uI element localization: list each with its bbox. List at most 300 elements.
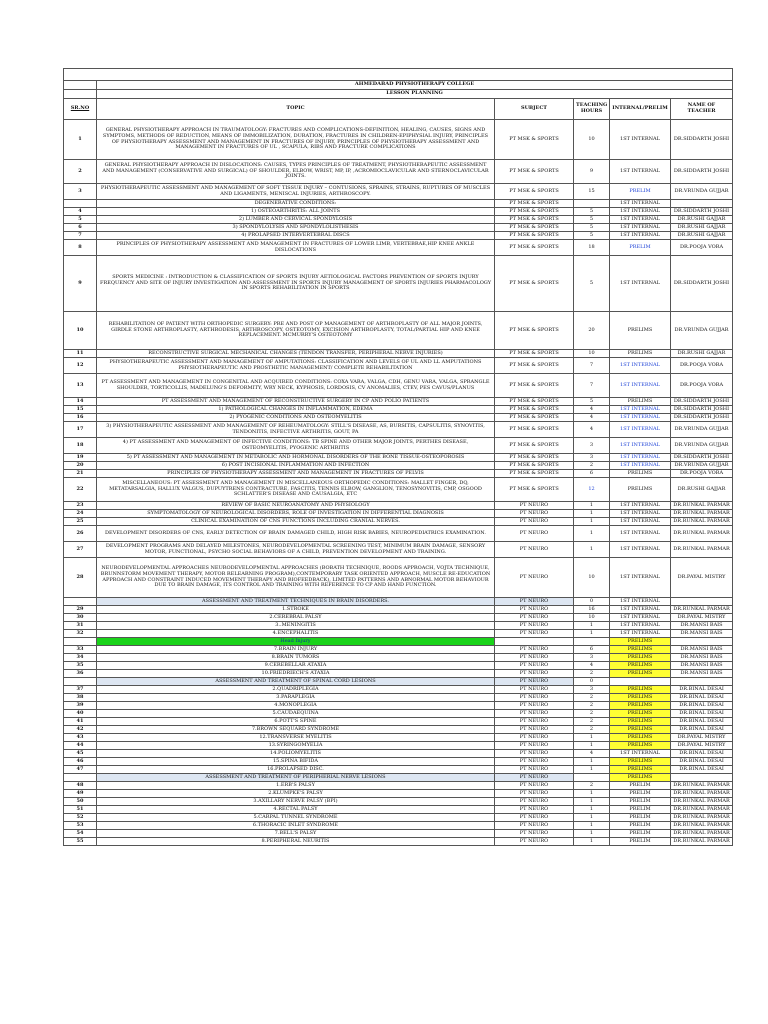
sr-text: 35 [76, 661, 84, 668]
topic-text: 5) PT ASSESSMENT AND MANAGEMENT IN METABOLIC AND HORMONAL DISORDERS OF THE BONE TISSUE-OSTEOPOROSIS [126, 453, 465, 460]
exam-text: 1ST INTERNAL [620, 461, 660, 468]
teacher-cell [671, 782, 733, 790]
topic-cell [97, 240, 495, 256]
sr-cell [64, 184, 97, 200]
topic-cell [97, 654, 495, 662]
subject-cell [495, 822, 574, 830]
exam-cell [610, 232, 671, 240]
topic-text: 2.QUADRIPLEGIA [272, 685, 319, 692]
topic-cell [97, 470, 495, 478]
hours-text: 20 [588, 326, 595, 333]
sr-text: 28 [76, 573, 84, 580]
exam-cell [610, 646, 671, 654]
sr-text: 13 [76, 381, 84, 388]
teacher-text: DR.MANSI BAIS [680, 661, 723, 668]
exam-text: 1ST INTERNAL [620, 381, 660, 388]
topic-text: 7.BRAIN INJURY [273, 645, 318, 652]
topic-text: 7.BROWN SEQUARD SYNDROME [251, 725, 340, 732]
exam-cell [610, 638, 671, 646]
hours-text: 1 [589, 821, 594, 828]
exam-cell [610, 686, 671, 694]
exam-text: 1ST INTERNAL [620, 501, 660, 508]
sr-cell [64, 216, 97, 224]
col-header-exam: INTERNAL/PRELIM [610, 99, 671, 120]
exam-text: PRELIMS [627, 693, 653, 700]
exam-cell [610, 598, 671, 606]
topic-text: 16.PROLAPSED DISC. [267, 765, 324, 772]
lesson-row [64, 470, 733, 478]
topic-cell [97, 662, 495, 670]
lesson-row [64, 406, 733, 414]
lesson-row [64, 734, 733, 742]
subject-text: PT MSK & SPORTS [509, 326, 559, 333]
subject-text: PT NEURO [519, 813, 549, 820]
col-header-topic: TOPIC [97, 99, 495, 120]
topic-cell [97, 312, 495, 350]
exam-cell [610, 422, 671, 438]
teacher-text: DR.VRUNDA GUJJAR [674, 461, 729, 468]
teacher-cell [671, 502, 733, 510]
teacher-cell [671, 830, 733, 838]
exam-cell [610, 454, 671, 462]
exam-text: PRELIM [629, 821, 651, 828]
lesson-row [64, 224, 733, 232]
lesson-row [64, 622, 733, 630]
exam-text: PRELIM [629, 837, 651, 844]
exam-cell [610, 216, 671, 224]
sr-cell [64, 526, 97, 542]
column-header-row [64, 99, 733, 120]
lesson-row [64, 766, 733, 774]
subject-cell [495, 654, 574, 662]
hours-cell [574, 462, 610, 470]
teacher-text: DR.POOJA VORA [679, 469, 724, 476]
hours-cell [574, 718, 610, 726]
topic-cell [97, 510, 495, 518]
exam-text: 1ST INTERNAL [620, 279, 660, 286]
subject-text: PT NEURO [519, 545, 549, 552]
teacher-text: DR.PAYAL MISTRY [677, 613, 726, 620]
sr-text: 25 [76, 517, 84, 524]
exam-text: PRELIMS [627, 701, 653, 708]
teacher-cell [671, 822, 733, 830]
topic-text: 6.POTT'S SPINE [274, 717, 317, 724]
lesson-row [64, 454, 733, 462]
hours-cell [574, 670, 610, 678]
teacher-cell [671, 216, 733, 224]
subject-text: PT MSK & SPORTS [509, 405, 559, 412]
teacher-text: DR.RUSHI GAJJAR [677, 485, 726, 492]
exam-cell [610, 750, 671, 758]
exam-text: 1ST INTERNAL [620, 207, 660, 214]
sr-text: 38 [76, 693, 84, 700]
subject-text: PT NEURO [519, 773, 549, 780]
exam-text: PRELIMS [627, 685, 653, 692]
sr-text: 11 [76, 349, 84, 356]
hours-text: 1 [589, 741, 594, 748]
hours-text: 1 [589, 629, 594, 636]
hours-cell [574, 622, 610, 630]
topic-cell [97, 670, 495, 678]
subject-cell [495, 160, 574, 184]
hours-text: 4 [589, 661, 594, 668]
teacher-text: DR.SIDDARTH JOSHI [673, 135, 730, 142]
exam-text: 1ST INTERNAL [620, 441, 660, 448]
subject-text: PT NEURO [519, 629, 549, 636]
teacher-cell [671, 374, 733, 398]
topic-cell [97, 232, 495, 240]
topic-cell [97, 542, 495, 558]
hours-cell [574, 702, 610, 710]
lesson-row [64, 256, 733, 312]
hours-cell [574, 798, 610, 806]
hours-text: 5 [589, 397, 594, 404]
lesson-row [64, 510, 733, 518]
sr-text: 21 [76, 469, 84, 476]
hours-cell [574, 638, 610, 646]
lesson-row [64, 184, 733, 200]
teacher-cell [671, 806, 733, 814]
exam-cell [610, 678, 671, 686]
sr-cell [64, 710, 97, 718]
exam-text: PRELIMS [627, 637, 653, 644]
subject-cell [495, 422, 574, 438]
exam-text: 1ST INTERNAL [620, 749, 660, 756]
hours-text: 2 [589, 709, 594, 716]
exam-cell [610, 662, 671, 670]
sr-cell [64, 232, 97, 240]
exam-text: PRELIMS [627, 661, 653, 668]
exam-cell [610, 758, 671, 766]
topic-text: PRINCIPLES OF PHYSIOTHERAPY ASSESSMENT AND MANAGEMENT IN FRACTURES OF PELVIS [167, 469, 424, 476]
sr-text: 24 [76, 509, 84, 516]
hours-cell [574, 742, 610, 750]
exam-text: PRELIMS [627, 773, 653, 780]
topic-cell [97, 726, 495, 734]
hours-text: 7 [589, 361, 594, 368]
subject-cell [495, 678, 574, 686]
hours-cell [574, 606, 610, 614]
teacher-text: DR.RUSHI GAJJAR [677, 349, 726, 356]
lesson-row [64, 374, 733, 398]
sr-cell [64, 414, 97, 422]
col-header-hours: TEACHING HOURS [574, 99, 610, 120]
teacher-text: DR.VRUNDA GUJJAR [674, 187, 729, 194]
hours-cell [574, 814, 610, 822]
topic-text: Head Injury [280, 637, 311, 644]
subject-text: PT NEURO [519, 669, 549, 676]
sr-cell [64, 798, 97, 806]
subject-text: PT NEURO [519, 765, 549, 772]
subject-text: PT NEURO [519, 733, 549, 740]
teacher-text: DR.RUNKAL PARMAR [673, 501, 730, 508]
exam-text: 1ST INTERNAL [620, 629, 660, 636]
topic-cell [97, 750, 495, 758]
hours-cell [574, 782, 610, 790]
sr-cell [64, 694, 97, 702]
hours-text: 5 [589, 223, 594, 230]
hours-text: 2 [589, 781, 594, 788]
hours-text: 6 [589, 469, 594, 476]
subject-cell [495, 502, 574, 510]
exam-text: 1ST INTERNAL [620, 613, 660, 620]
hours-text: 1 [589, 757, 594, 764]
subject-cell [495, 350, 574, 358]
topic-cell [97, 806, 495, 814]
exam-cell [610, 606, 671, 614]
sr-cell [64, 814, 97, 822]
hours-cell [574, 694, 610, 702]
topic-text: ASSESSMENT AND TREATMENT OF SPINAL CORD LESIONS [215, 677, 376, 684]
topic-cell [97, 678, 495, 686]
hours-cell [574, 838, 610, 846]
subject-cell [495, 838, 574, 846]
topic-text: PRINCIPLES OF PHYSIOTHERAPY ASSESSMENT AND MANAGEMENT IN FRACTURES OF LOWER LIMB, VERTEBRAE,HIP KNEE ANKLE DISLOCATIONS [116, 240, 475, 253]
sr-cell [64, 686, 97, 694]
hours-text: 4 [589, 413, 594, 420]
hours-cell [574, 654, 610, 662]
hours-cell [574, 830, 610, 838]
sr-cell [64, 766, 97, 774]
exam-text: 1ST INTERNAL [620, 453, 660, 460]
topic-cell [97, 718, 495, 726]
teacher-cell [671, 710, 733, 718]
hours-cell [574, 358, 610, 374]
topic-text: 5.CAUDAEQUINA [272, 709, 319, 716]
topic-text: 4.ENCEPHALITIS [272, 629, 319, 636]
exam-cell [610, 710, 671, 718]
subject-cell [495, 750, 574, 758]
subject-cell [495, 216, 574, 224]
hours-text: 5 [589, 207, 594, 214]
hours-text: 1 [589, 501, 594, 508]
hours-cell [574, 526, 610, 542]
hours-cell [574, 790, 610, 798]
lesson-row [64, 160, 733, 184]
topic-cell [97, 814, 495, 822]
topic-text: GENERAL PHYSIOTHERAPY APPROACH IN DISLOCATIONS: CAUSES, TYPES PRINCIPLES OF TREATMENT, PHYSIOTHERAPEUTIC ASSESSMENT AND MANAGEMENT (CONSERVATIVE AND SURGICAL) OF SHOULDER, ELBOW, WRIST, MP, IP, ,ACROMIOCLAVICULAR AND STERNOCLAVICULAR JOINTS. [102, 161, 489, 180]
subject-text: PT MSK & SPORTS [509, 441, 559, 448]
topic-text: 2) PYOGENIC CONDITIONS AND OSTEOMYELITIS [229, 413, 362, 420]
teacher-cell [671, 838, 733, 846]
sr-text: 15 [76, 405, 84, 412]
topic-text: 3) PHYSIOTHERAPEUTIC ASSESSMENT AND MANAGEMENT OF REHEUMATOLOGY: STILL'S DISEASE, AS, BURSITIS, CAPSULITIS, SYNOVITIS, TENDONITIS, INFECTIVE ARTHRITIS, GOUT, PA [106, 422, 485, 435]
topic-text: RECONSTRUCTIVE SURGICAL MECHANICAL CHANGES (TENDON TRANSFER, PERIPHERAL NERVE INJURIES) [148, 349, 443, 356]
topic-text: 7.BELL'S PALSY [274, 829, 317, 836]
exam-text: 1ST INTERNAL [620, 509, 660, 516]
teacher-cell [671, 422, 733, 438]
topic-cell [97, 358, 495, 374]
teacher-text: DR.RUNKAL PARMAR [673, 789, 730, 796]
col-header-sr: SR.NO [64, 99, 97, 120]
subject-text: PT NEURO [519, 597, 549, 604]
subject-cell [495, 814, 574, 822]
exam-cell [610, 790, 671, 798]
teacher-text: DR.BINAL DESAI [679, 717, 724, 724]
hours-cell [574, 470, 610, 478]
topic-text: ASSESSMENT AND TREATMENT OF PERIPHERIAL NERVE LESIONS [205, 773, 386, 780]
hours-text: 1 [589, 517, 594, 524]
teacher-text: DR.BINAL DESAI [679, 765, 724, 772]
hours-cell [574, 422, 610, 438]
hours-text: 3 [589, 441, 594, 448]
subject-text: PT MSK & SPORTS [509, 279, 559, 286]
hours-cell [574, 726, 610, 734]
teacher-cell [671, 478, 733, 502]
subject-text: PT MSK & SPORTS [509, 397, 559, 404]
hours-cell [574, 406, 610, 414]
hours-cell [574, 806, 610, 814]
hours-cell [574, 350, 610, 358]
exam-cell [610, 256, 671, 312]
hours-cell [574, 240, 610, 256]
hours-text: 0 [589, 597, 594, 604]
hours-cell [574, 758, 610, 766]
topic-cell [97, 208, 495, 216]
exam-cell [610, 502, 671, 510]
hours-text: 1 [589, 829, 594, 836]
subject-text: PT MSK & SPORTS [509, 223, 559, 230]
sr-text: 52 [76, 813, 84, 820]
topic-text: CLINICAL EXAMINATION OF CNS FUNCTIONS INCLUDING CRANIAL NERVES. [191, 517, 400, 524]
subject-text: PT NEURO [519, 517, 549, 524]
subject-cell [495, 406, 574, 414]
sr-cell [64, 208, 97, 216]
teacher-cell [671, 614, 733, 622]
subject-cell [495, 670, 574, 678]
hours-cell [574, 120, 610, 160]
sr-cell [64, 838, 97, 846]
topic-text: 5.CARPAL TUNNEL SYNDROME [253, 813, 338, 820]
exam-text: 1ST INTERNAL [620, 425, 660, 432]
exam-cell [610, 558, 671, 598]
exam-cell [610, 478, 671, 502]
subject-cell [495, 806, 574, 814]
sr-cell [64, 462, 97, 470]
topic-cell [97, 822, 495, 830]
sr-cell [64, 718, 97, 726]
sr-cell [64, 734, 97, 742]
exam-cell [610, 694, 671, 702]
hours-text: 12 [588, 485, 595, 492]
subject-cell [495, 766, 574, 774]
topic-text: PHYSIOTHERAPEUTIC ASSESSMENT AND MANAGEMENT OF AMPUTATIONS: CLASSIFICATION AND LEVELS OF UL AND LL AMPUTATIONS PHYSIOTHERAPEUTIC AND PROSTHETIC MANAGEMENT/ COMPLETE REHABILITATION [109, 358, 482, 371]
teacher-text: DR.SIDDARTH JOSHI [673, 405, 730, 412]
subject-cell [495, 558, 574, 598]
sr-cell [64, 256, 97, 312]
teacher-cell [671, 790, 733, 798]
topic-cell [97, 686, 495, 694]
teacher-text: DR.RUNKAL PARMAR [673, 781, 730, 788]
lesson-row [64, 216, 733, 224]
exam-text: 1ST INTERNAL [620, 215, 660, 222]
topic-cell [97, 598, 495, 606]
teacher-text: DR.BINAL DESAI [679, 693, 724, 700]
subject-text: PT MSK & SPORTS [509, 215, 559, 222]
topic-cell [97, 694, 495, 702]
sr-cell [64, 406, 97, 414]
exam-cell [610, 224, 671, 232]
blank-header-row [64, 69, 733, 81]
sr-text: 44 [76, 741, 84, 748]
exam-cell [610, 358, 671, 374]
subject-cell [495, 598, 574, 606]
subject-cell [495, 638, 574, 646]
subject-cell [495, 470, 574, 478]
teacher-cell [671, 774, 733, 782]
exam-text: 1ST INTERNAL [620, 573, 660, 580]
subject-cell [495, 232, 574, 240]
sr-text: 26 [76, 529, 84, 536]
sr-cell [64, 806, 97, 814]
lesson-row [64, 710, 733, 718]
teacher-cell [671, 734, 733, 742]
hours-text: 3 [589, 653, 594, 660]
topic-cell [97, 200, 495, 208]
sr-text: 33 [76, 645, 84, 652]
topic-text: 8.PERIPHERAL NEURITIS [261, 837, 330, 844]
subject-cell [495, 478, 574, 502]
teacher-text: DR.RUNKAL PARMAR [673, 517, 730, 524]
teacher-cell [671, 606, 733, 614]
topic-text: 1) OSTEOARTHRITIS: ALL JOINTS [250, 207, 341, 214]
exam-cell [610, 734, 671, 742]
subject-text: PT NEURO [519, 677, 549, 684]
exam-cell [610, 462, 671, 470]
topic-cell [97, 224, 495, 232]
exam-cell [610, 184, 671, 200]
lesson-row [64, 422, 733, 438]
sr-text: 55 [76, 837, 84, 844]
teacher-text: DR.RUNKAL PARMAR [673, 509, 730, 516]
hours-cell [574, 646, 610, 654]
exam-text: 1ST INTERNAL [620, 605, 660, 612]
subject-text: PT MSK & SPORTS [509, 453, 559, 460]
topic-cell [97, 216, 495, 224]
subject-cell [495, 312, 574, 350]
sr-cell [64, 598, 97, 606]
sr-text: 20 [76, 461, 84, 468]
subject-cell [495, 774, 574, 782]
sr-cell [64, 678, 97, 686]
topic-text: 3..MENINGITIS [275, 621, 316, 628]
teacher-text: DR.PAYAL MISTRY [677, 573, 726, 580]
subject-text: PT NEURO [519, 573, 549, 580]
subject-cell [495, 518, 574, 526]
hours-cell [574, 398, 610, 406]
subject-text: PT NEURO [519, 693, 549, 700]
hours-text: 4 [589, 749, 594, 756]
hours-text: 2 [589, 693, 594, 700]
topic-text: 3.PARAPLEGIA [276, 693, 315, 700]
hours-cell [574, 216, 610, 224]
teacher-cell [671, 814, 733, 822]
subject-text: PT NEURO [519, 645, 549, 652]
lesson-row [64, 654, 733, 662]
subject-text: PT NEURO [519, 781, 549, 788]
teacher-text: DR.RUNKAL PARMAR [673, 829, 730, 836]
exam-text: 1ST INTERNAL [620, 405, 660, 412]
exam-cell [610, 350, 671, 358]
sr-text: 2 [78, 167, 82, 174]
sr-text: 12 [76, 361, 84, 368]
teacher-text: DR.MANSI BAIS [680, 645, 723, 652]
exam-text: 1ST INTERNAL [620, 621, 660, 628]
topic-cell [97, 414, 495, 422]
sr-cell [64, 622, 97, 630]
exam-text: PRELIMS [627, 725, 653, 732]
teacher-cell [671, 462, 733, 470]
